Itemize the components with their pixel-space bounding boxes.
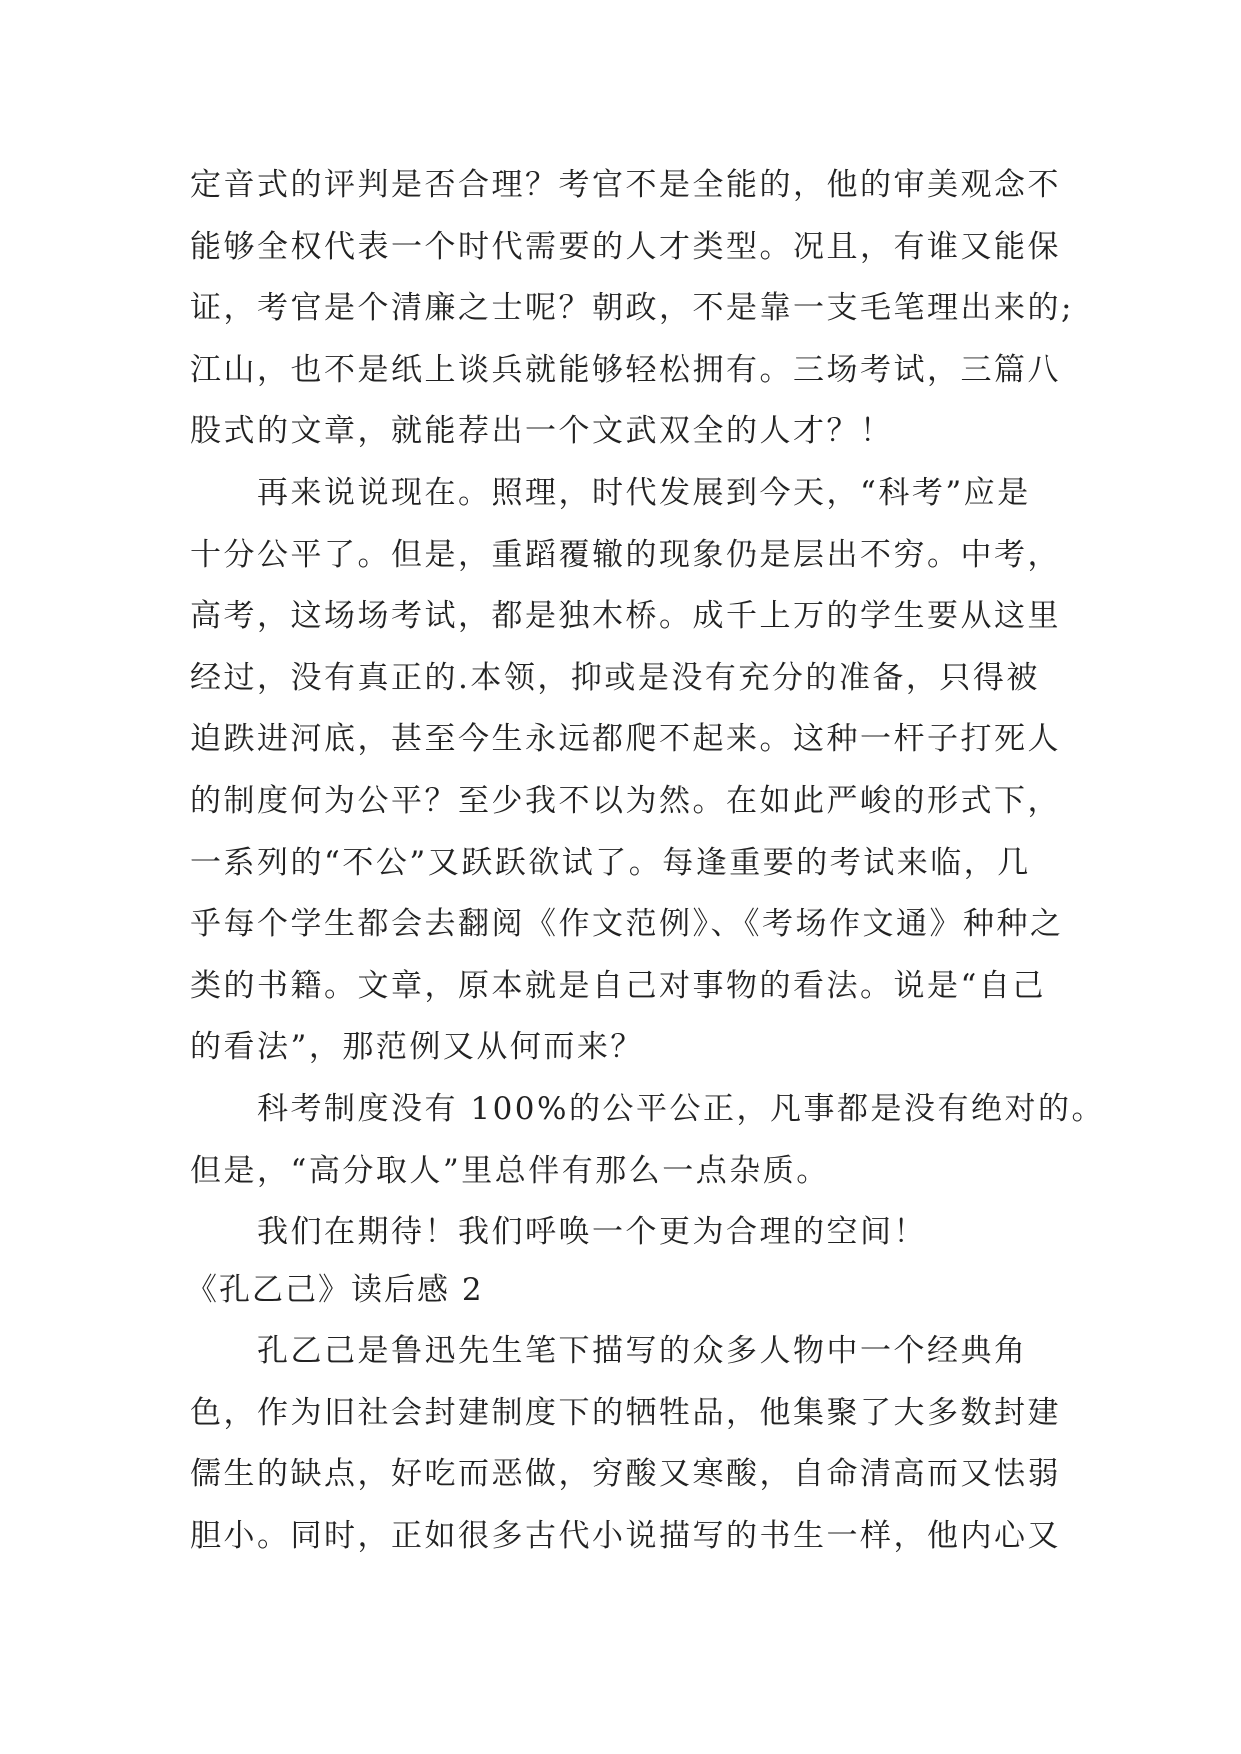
text-line: 江山，也不是纸上谈兵就能够轻松拥有。三场考试，三篇八 <box>190 351 1061 388</box>
text-line: 经过，没有真正的.本领，抑或是没有充分的准备，只得被 <box>190 659 1040 696</box>
text-line: 十分公平了。但是，重蹈覆辙的现象仍是层出不穷。中考， <box>190 536 1061 573</box>
text-line: 胆小。同时，正如很多古代小说描写的书生一样，他内心又 <box>190 1517 1061 1554</box>
text-line: 但是，“高分取人”里总伴有那么一点杂质。 <box>190 1152 830 1189</box>
text-line: 定音式的评判是否合理？考官不是全能的，他的审美观念不 <box>190 167 1061 203</box>
text-line: 迫跌进河底，甚至今生永远都爬不起来。这种一杆子打死人 <box>190 721 1061 758</box>
text-line: 我们在期待！我们呼唤一个更为合理的空间！ <box>190 1214 927 1251</box>
text-line: 乎每个学生都会去翻阅《作文范例》、《考场作文通》种种之 <box>190 906 1064 943</box>
text-line: 再来说说现在。照理，时代发展到今天，“科考”应是 <box>190 474 1031 511</box>
text-line: 高考，这场场考试，都是独木桥。成千上万的学生要从这里 <box>190 598 1061 635</box>
text-line: 科考制度没有 100%的公平公正，凡事都是没有绝对的。 <box>190 1090 1105 1127</box>
body-text-section-1 <box>190 155 1105 1264</box>
text-line: 儒生的缺点，好吃而恶做，穷酸又寒酸，自命清高而又怯弱 <box>190 1456 1061 1493</box>
body-text-section-2 <box>190 1321 1070 1567</box>
text-line: 的看法”，那范例又从何而来？ <box>190 1029 644 1066</box>
text-line: 类的书籍。文章，原本就是自己对事物的看法。说是“自己 <box>190 967 1046 1004</box>
text-line: 股式的文章，就能荐出一个文武双全的人才？！ <box>190 413 894 450</box>
section-heading: 《孔乙己》读后感 2 <box>186 1272 484 1308</box>
text-line: 色，作为旧社会封建制度下的牺牲品，他集聚了大多数封建 <box>190 1394 1061 1431</box>
text-line: 的制度何为公平？至少我不以为然。在如此严峻的形式下， <box>190 782 1061 819</box>
text-line: 孔乙己是鲁迅先生笔下描写的众多人物中一个经典角 <box>190 1333 1028 1369</box>
text-line: 一系列的“不公”又跃跃欲试了。每逢重要的考试来临，几 <box>190 844 1031 881</box>
text-line: 能够全权代表一个时代需要的人才类型。况且，有谁又能保 <box>190 228 1061 265</box>
text-line: 证，考官是个清廉之士呢？朝政，不是靠一支毛笔理出来的; <box>190 290 1074 327</box>
